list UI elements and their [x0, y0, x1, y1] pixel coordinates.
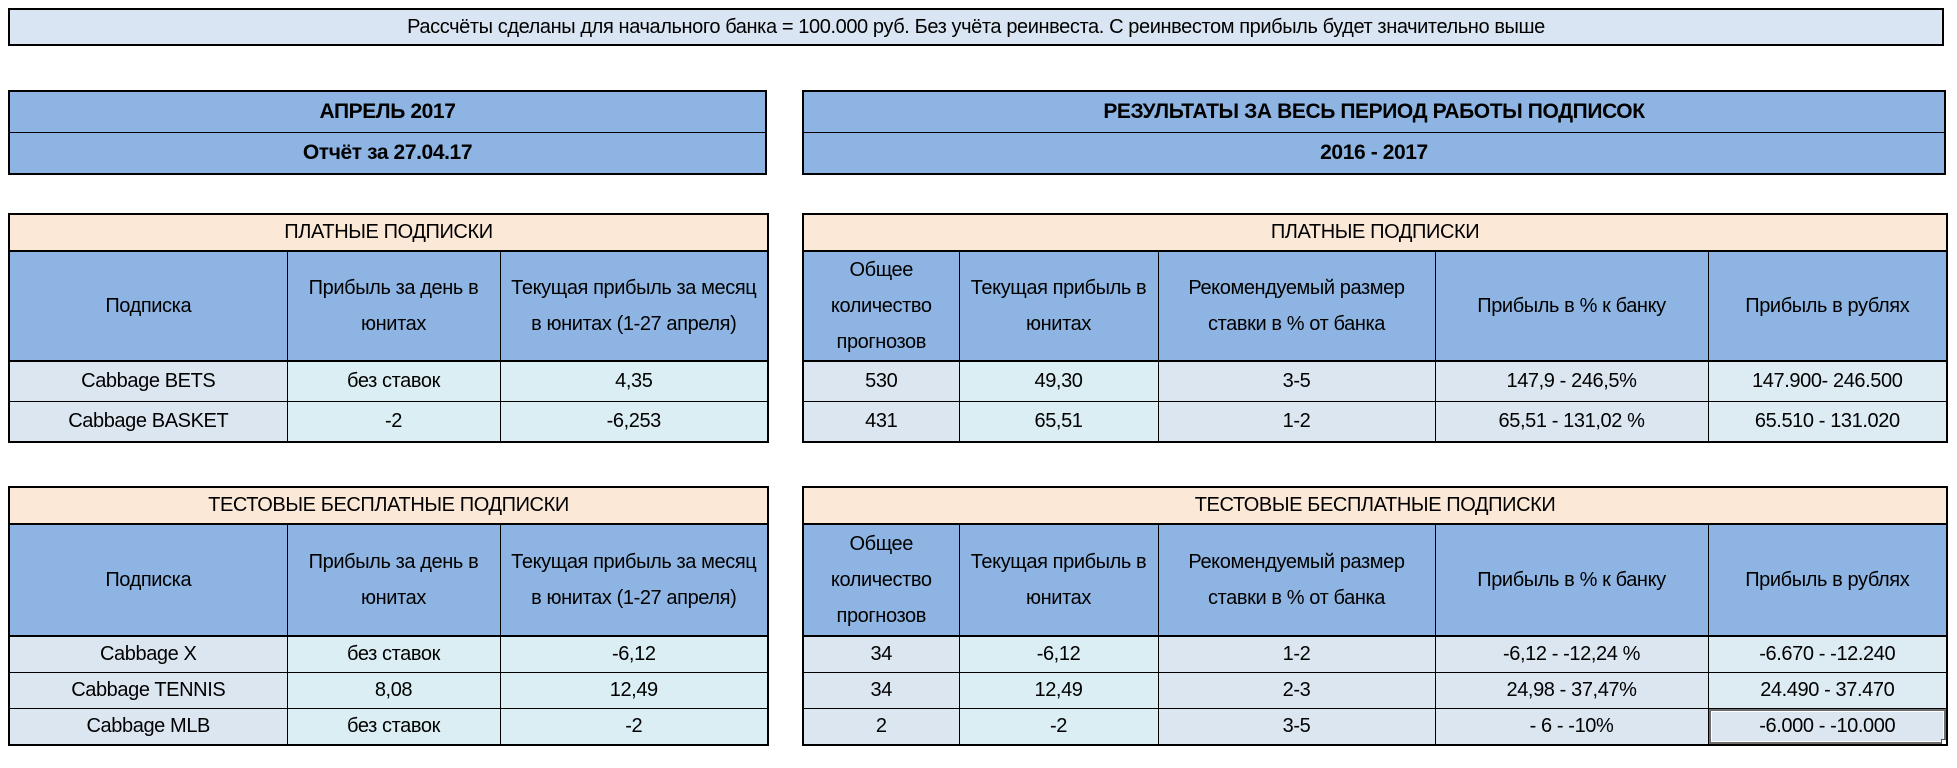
data-cell[interactable]: -6,12 [959, 636, 1158, 673]
table-row [9, 636, 768, 673]
paid-subscriptions-month-table [8, 213, 769, 443]
data-cell[interactable]: без ставок [287, 361, 500, 402]
data-cell[interactable]: -2 [500, 709, 768, 746]
data-cell[interactable]: 2 [803, 709, 959, 746]
data-cell[interactable]: 49,30 [959, 361, 1158, 402]
period-years-cell[interactable]: 2016 - 2017 [804, 132, 1944, 173]
table-row [803, 636, 1947, 673]
table-title[interactable]: ПЛАТНЫЕ ПОДПИСКИ [803, 214, 1947, 251]
column-header[interactable]: Рекомендуемый размер ставки в % от банка [1158, 524, 1435, 636]
data-cell[interactable]: 147.900- 246.500 [1708, 361, 1947, 402]
column-header[interactable]: Текущая прибыль за месяц в юнитах (1-27 апреля) [500, 524, 768, 636]
column-header[interactable]: Общее количество прогнозов [803, 524, 959, 636]
column-header[interactable]: Подписка [9, 251, 287, 361]
table-row [9, 361, 768, 402]
data-cell[interactable]: 12,49 [500, 673, 768, 709]
subscription-name-cell[interactable]: Cabbage BASKET [9, 402, 287, 443]
month-header-block [8, 90, 767, 175]
subscription-name-cell[interactable]: Cabbage MLB [9, 709, 287, 746]
data-cell[interactable]: без ставок [287, 709, 500, 746]
paid-subscriptions-period-table [802, 213, 1948, 443]
data-cell[interactable]: 34 [803, 636, 959, 673]
column-header[interactable]: Текущая прибыль за месяц в юнитах (1-27 апреля) [500, 251, 768, 361]
column-header[interactable]: Прибыль в рублях [1708, 524, 1947, 636]
data-cell[interactable]: 4,35 [500, 361, 768, 402]
data-cell[interactable]: 2-3 [1158, 673, 1435, 709]
test-subscriptions-month-table [8, 486, 769, 746]
fill-handle[interactable] [1941, 739, 1947, 745]
column-header[interactable]: Общее количество прогнозов [803, 251, 959, 361]
table-title[interactable]: ТЕСТОВЫЕ БЕСПЛАТНЫЕ ПОДПИСКИ [9, 487, 768, 524]
table-row [9, 709, 768, 746]
info-banner-cell[interactable]: Рассчёты сделаны для начального банка = 100.000 руб. Без учёта реинвеста. С реинвестом прибыль будет значительно выше [8, 8, 1944, 46]
column-header[interactable]: Подписка [9, 524, 287, 636]
subscription-name-cell[interactable]: Cabbage TENNIS [9, 673, 287, 709]
data-cell[interactable]: 1-2 [1158, 402, 1435, 443]
data-cell[interactable]: 530 [803, 361, 959, 402]
data-cell[interactable]: 147,9 - 246,5% [1435, 361, 1708, 402]
data-cell[interactable]: 8,08 [287, 673, 500, 709]
table-title[interactable]: ТЕСТОВЫЕ БЕСПЛАТНЫЕ ПОДПИСКИ [803, 487, 1947, 524]
column-header[interactable]: Текущая прибыль в юнитах [959, 524, 1158, 636]
table-title[interactable]: ПЛАТНЫЕ ПОДПИСКИ [9, 214, 768, 251]
column-header[interactable]: Прибыль в рублях [1708, 251, 1947, 361]
report-date-cell[interactable]: Отчёт за 27.04.17 [10, 132, 765, 173]
data-cell[interactable]: без ставок [287, 636, 500, 673]
subscription-name-cell[interactable]: Cabbage X [9, 636, 287, 673]
data-cell[interactable]: 34 [803, 673, 959, 709]
data-cell[interactable]: 1-2 [1158, 636, 1435, 673]
column-header[interactable]: Текущая прибыль в юнитах [959, 251, 1158, 361]
data-cell[interactable]: 3-5 [1158, 709, 1435, 746]
data-cell[interactable]: 24.490 - 37.470 [1708, 673, 1947, 709]
data-cell[interactable]: -6.670 - -12.240 [1708, 636, 1947, 673]
month-title-cell[interactable]: АПРЕЛЬ 2017 [319, 100, 456, 123]
data-cell[interactable]: 3-5 [1158, 361, 1435, 402]
column-header[interactable]: Прибыль за день в юнитах [287, 251, 500, 361]
column-header[interactable]: Рекомендуемый размер ставки в % от банка [1158, 251, 1435, 361]
data-cell[interactable]: 12,49 [959, 673, 1158, 709]
table-row [9, 402, 768, 443]
data-cell[interactable]: 24,98 - 37,47% [1435, 673, 1708, 709]
data-cell[interactable]: - 6 - -10% [1435, 709, 1708, 746]
data-cell[interactable]: 65,51 [959, 402, 1158, 443]
table-row [803, 673, 1947, 709]
table-row [9, 673, 768, 709]
data-cell[interactable]: -6,12 [500, 636, 768, 673]
data-cell[interactable]: 65.510 - 131.020 [1708, 402, 1947, 443]
data-cell[interactable]: 65,51 - 131,02 % [1435, 402, 1708, 443]
data-cell[interactable]: 431 [803, 402, 959, 443]
column-header[interactable]: Прибыль за день в юнитах [287, 524, 500, 636]
column-header[interactable]: Прибыль в % к банку [1435, 524, 1708, 636]
data-cell[interactable]: -6,253 [500, 402, 768, 443]
subscription-name-cell[interactable]: Cabbage BETS [9, 361, 287, 402]
period-header-block [802, 90, 1946, 175]
data-cell[interactable]: -2 [959, 709, 1158, 746]
table-row [803, 361, 1947, 402]
period-title-cell[interactable]: РЕЗУЛЬТАТЫ ЗА ВЕСЬ ПЕРИОД РАБОТЫ ПОДПИСОК [1103, 100, 1645, 123]
test-subscriptions-period-table [802, 486, 1948, 746]
data-cell[interactable]: -2 [287, 402, 500, 443]
data-cell[interactable]: -6,12 - -12,24 % [1435, 636, 1708, 673]
column-header[interactable]: Прибыль в % к банку [1435, 251, 1708, 361]
selected-cell[interactable]: -6.000 - -10.000 [1708, 709, 1947, 746]
table-row [803, 402, 1947, 443]
table-row [803, 709, 1947, 746]
